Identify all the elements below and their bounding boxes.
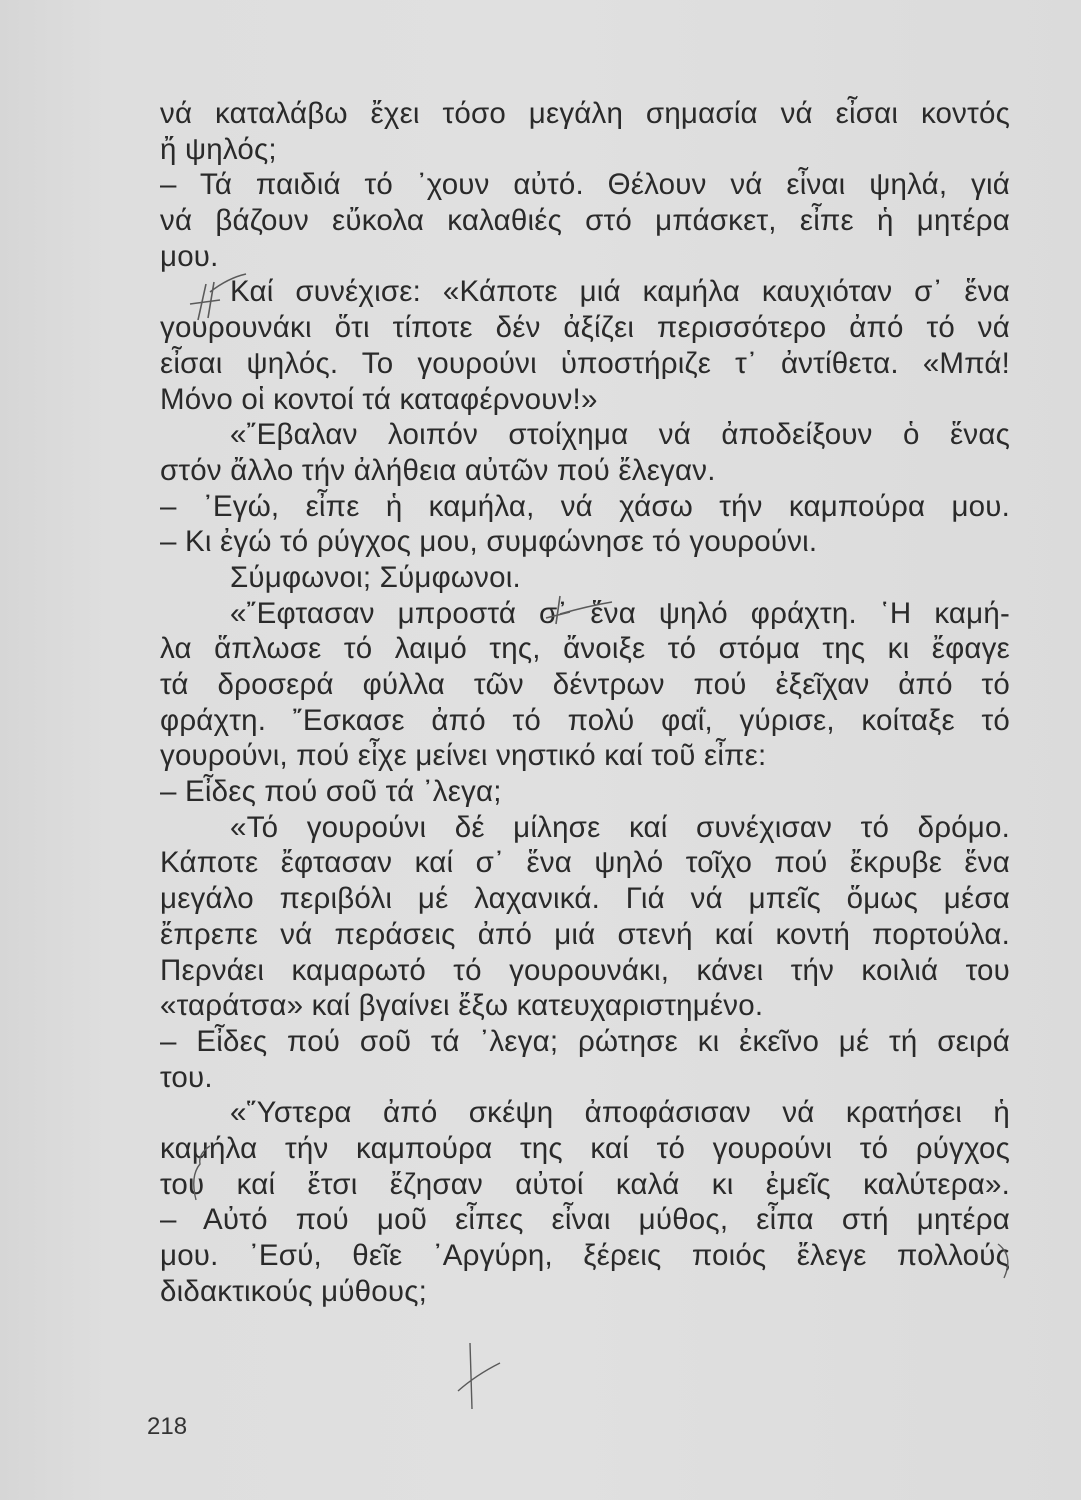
text-line: – Εἶδες πού σοῦ τά ᾽λεγα; (160, 775, 502, 809)
text-line: εἶσαι ψηλός. Το γουρούνι ὑποστήριζε τ᾽ ἀντίθετα. «Μπά! (160, 346, 1010, 380)
text-line: ἤ ψηλός; (160, 132, 277, 166)
text-line: – Τά παιδιά τό ᾽χουν αὐτό. Θέλουν νά εἶναι ψηλά, γιά (160, 168, 1010, 202)
text-line: λα ἅπλωσε τό λαιμό της, ἄνοιξε τό στόμα της κι ἔφαγε (160, 632, 1010, 666)
text-line: «Τό γουρούνι δέ μίλησε καί συνέχισαν τό δρόμο. (230, 810, 1010, 844)
text-line: φράχτη. ῎Εσκασε ἀπό τό πολύ φαΐ, γύρισε, κοίταξε τό (160, 703, 1010, 737)
text-line: μεγάλο περιβόλι μέ λαχανικά. Γιά νά μπεῖς ὅμως μέσα (160, 882, 1010, 916)
text-line: «῞Υστερα ἀπό σκέψη ἀποφάσισαν νά κρατήσει ἡ (230, 1096, 1010, 1130)
text-line: «῎Εφτασαν μπροστά σ᾽ ἕνα ψηλό φράχτη. ῾Η καμή- (230, 596, 1010, 630)
text-line: – ᾽Εγώ, εἶπε ἡ καμήλα, νά χάσω τήν καμπούρα μου. (160, 489, 1010, 523)
text-line: «῎Εβαλαν λοιπόν στοίχημα νά ἀποδείξουν ὁ ἕνας (230, 418, 1010, 452)
pencil-mark-end-icon (448, 1335, 508, 1415)
page-number: 218 (147, 1413, 188, 1440)
text-line: διδακτικούς μύθους; (160, 1274, 428, 1308)
text-line: Καί συνέχισε: «Κάποτε μιά καμήλα καυχιόταν σ᾽ ἕνα (230, 275, 1010, 309)
text-line: γουρούνι, πού εἶχε μείνει νηστικό καί τοῦ εἶπε: (160, 739, 767, 773)
text-line: του καί ἔτσι ἔζησαν αὐτοί καλά κι ἐμεῖς καλύτερα». (160, 1167, 1010, 1201)
text-line: νά βάζουν εὔκολα καλαθιές στό μπάσκετ, εἶπε ἡ μητέρα (160, 204, 1010, 238)
text-line: στόν ἄλλο τήν ἀλήθεια αὐτῶν πού ἔλεγαν. (160, 453, 716, 487)
text-line: – Εἶδες πού σοῦ τά ᾽λεγα; ρώτησε κι ἐκεῖνο μέ τή σειρά (160, 1024, 1010, 1058)
text-line: μου. (160, 239, 219, 273)
text-line: γουρουνάκι ὅτι τίποτε δέν ἀξίζει περισσότερο ἀπό τό νά (160, 311, 1010, 345)
text-line: νά καταλάβω ἔχει τόσο μεγάλη σημασία νά εἶσαι κοντός (160, 97, 1010, 130)
text-line: τά δροσερά φύλλα τῶν δέντρων πού ἐξεῖχαν ἀπό τό (160, 668, 1010, 701)
text-line: Περνάει καμαρωτό τό γουρουνάκι, κάνει τήν κοιλιά του (160, 953, 1010, 987)
text-line: Σύμφωνοι; Σύμφωνοι. (230, 560, 521, 594)
text-line: – Κι ἐγώ τό ρύγχος μου, συμφώνησε τό γουρούνι. (160, 525, 818, 559)
text-line: ἔπρεπε νά περάσεις ἀπό μιά στενή καί κοντή πορτούλα. (160, 917, 1010, 951)
text-line: «ταράτσα» καί βγαίνει ἔξω κατευχαριστημένο. (160, 989, 764, 1023)
text-line: – Αὐτό πού μοῦ εἶπες εἶναι μύθος, εἶπα στή μητέρα (160, 1203, 1010, 1237)
text-line: του. (160, 1060, 213, 1094)
body-text (160, 96, 1010, 1309)
text-line: μου. ᾽Εσύ, θεῖε ᾽Αργύρη, ξέρεις ποιός ἔλεγε πολλούς (160, 1239, 1010, 1272)
text-line: Κάποτε ἔφτασαν καί σ᾽ ἕνα ψηλό τοῖχο πού ἔκρυβε ἕνα (160, 846, 1010, 880)
text-line: Μόνο οἱ κοντοί τά καταφέρνουν!» (160, 382, 598, 416)
text-line: καμήλα τήν καμπούρα της καί τό γουρούνι τό ρύγχος (160, 1131, 1010, 1165)
